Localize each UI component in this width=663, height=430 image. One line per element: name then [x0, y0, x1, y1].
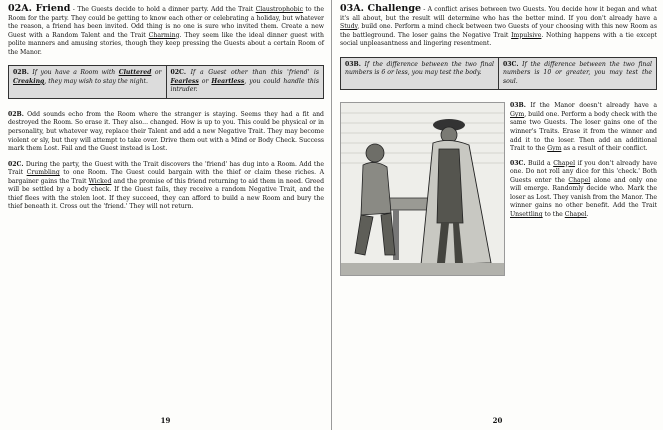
option-03b: 03B. If the difference between the two final numbers is 6 or less, you may test the body.: [345, 60, 494, 77]
trait-unsettling: Unsettling: [510, 210, 543, 218]
section-03a: 03A. Challenge - A conflict arises between two Guests. You decide how it began and what it's all about, but the result will determine who has the better mind. If you don't already have a Study, build one. Perform a mind check between two Guests of your choosing with this new Room as the battleground. The loser gains the Negative Trait Impulsive. Nothing happens with a tie except social unpleasantness and lingering resentment.: [340, 3, 657, 48]
section-03b: 03B. If the Manor doesn't already have a Gym, build one. Perform a body check with the same two Guests. The loser gains one of the winner's Traits. Erase it from the winner and add it to the loser. Then add an additional Trait to the Gym as a result of their conflict.: [510, 102, 657, 153]
page-number: 19: [160, 416, 171, 426]
trait-impulsive: Impulsive: [511, 31, 542, 39]
page-20: [332, 0, 663, 430]
option-03c: 03C. If the difference between the two final numbers is 10 or greater, you may test the soul.: [498, 58, 656, 90]
options-box-02: [8, 65, 324, 99]
trait-fearless: Fearless: [170, 77, 199, 85]
trait-claustrophobic: Claustrophobic: [255, 6, 304, 13]
section-02a: 02A. Friend - The Guests decide to hold a dinner party. Add the Trait Claustrophobic to the Room for the party. They could be getting to know each other or celebrating a holiday, but whatever the reason, a friend has been invited. Odd thing is no one is sure who invited them. Create a new Guest with a Random Talent and the Trait Charming. They seem like the ideal dinner guest with polite manners and amusing stories, though they keep pressing the Guests about a certain Room of the Manor.: [8, 3, 325, 56]
trait-charming: Charming: [148, 31, 180, 39]
trait-crumbling: Crumbling: [26, 169, 60, 177]
section-02b: 02B. Odd sounds echo from the Room where the stranger is staying. Seems they had a fit and destroyed the Room. So erase it. They also... changed. How is up to you. This could be physical or in personality, but whatever way, replace their Talent and add a new Negative Trait. They may become violent or sly, but they will attempt to take over. Drive them out with a Mind or Body Check. Success mark them Lost. Fail and the Guest instead is Lost.: [8, 110, 324, 153]
engraving-illustration: [340, 102, 505, 276]
trait-heartless: Heartless: [211, 77, 245, 85]
heading-02a: 02A. Friend: [8, 3, 71, 14]
trait-cluttered: Cluttered: [118, 69, 152, 77]
heading-03a: 03A. Challenge: [340, 3, 421, 14]
trait-creaking: Creaking: [13, 77, 45, 85]
side-column: [510, 102, 657, 276]
room-gym: Gym: [510, 110, 525, 118]
section-03c: 03C. Build a Chapel if you don't already have one. Do not roll any dice for this 'check.' Both Guests enter the Chapel alone and only one will emerge. Randomly decide who. Mark the loser as Lost. They vanish from the Manor. The winner gains no other benefit. Add the Trait Unsettling to the Chapel.: [510, 159, 657, 218]
room-gym-2: Gym: [547, 145, 562, 153]
room-study: Study: [340, 23, 358, 31]
room-chapel: Chapel: [553, 159, 576, 167]
page-number: 20: [492, 416, 503, 426]
trait-wicked: Wicked: [88, 177, 112, 185]
option-02c: 02C. If a Guest other than this 'friend' is Fearless or Heartless, you could handle this intruder.: [166, 66, 324, 98]
room-chapel-3: Chapel: [564, 210, 587, 218]
page-19: [0, 0, 331, 430]
figure-row: [340, 102, 657, 276]
options-box-03: [340, 57, 657, 91]
section-02c: 02C. During the party, the Guest with the Trait discovers the 'friend' has dug into a Room. Add the Trait Crumbling to one Room. The Guest could bargain with the thief or claim these riches. A bargainer gains the Trait Wicked and the promise of this friend returning to aid them in need. Greed will be settled by a body check. If the Guest fails, they receive a random Negative Trait, and the thief flees with the stolen loot. If they succeed, they can afford to build a new Room and bury the thief beneath it. Cross out the 'friend.' They will not return.: [8, 160, 325, 211]
room-chapel-2: Chapel: [568, 176, 591, 184]
option-02b: 02B. If you have a Room with Cluttered or Creaking, they may wish to stay the night.: [13, 69, 162, 85]
